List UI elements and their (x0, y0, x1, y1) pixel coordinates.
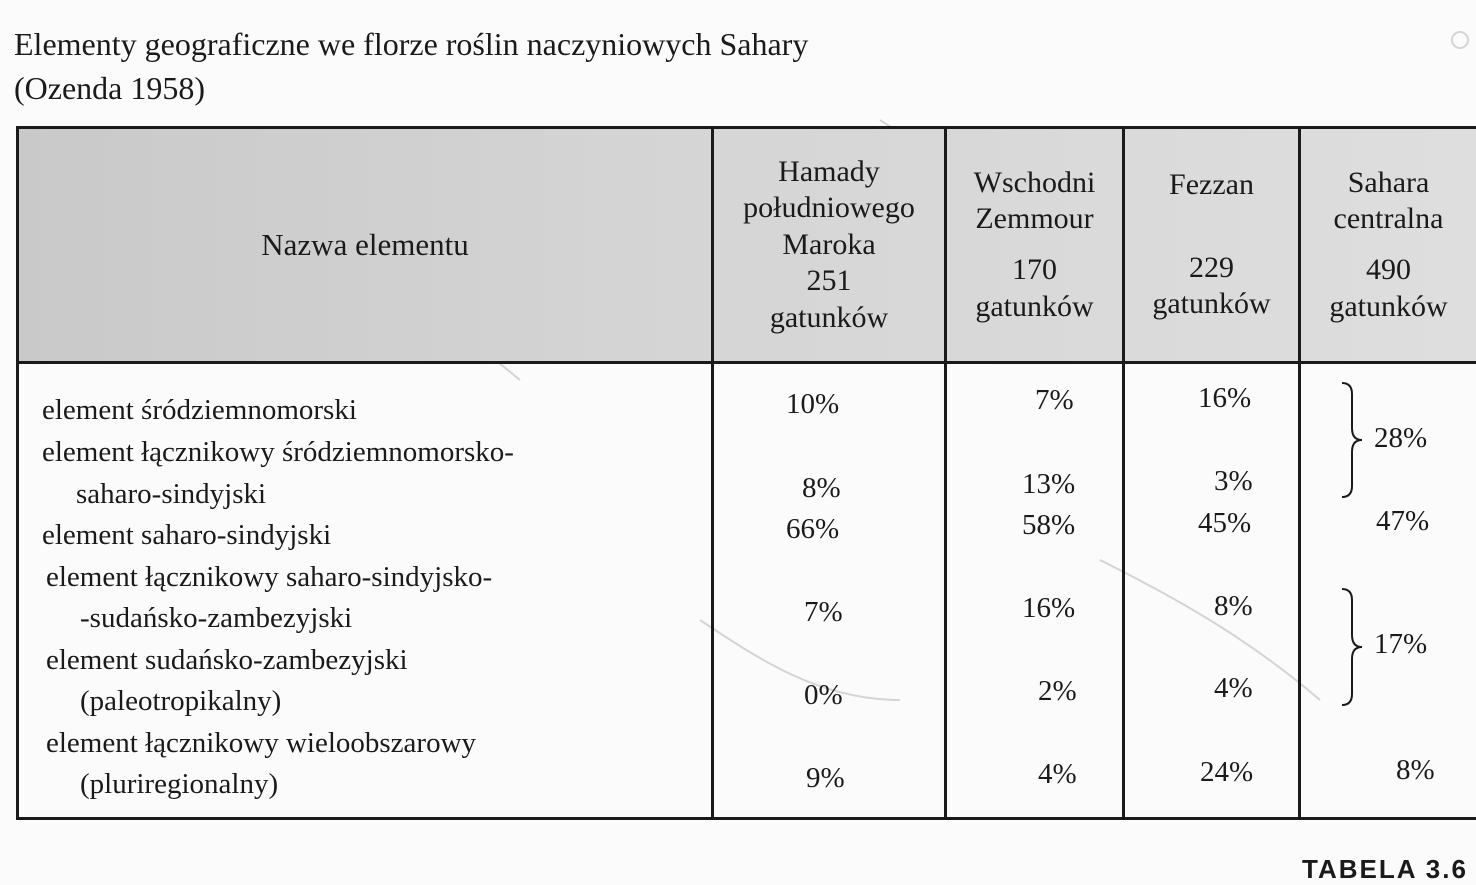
header-region-sahara-centralna (1301, 129, 1476, 361)
header-region-zemmour (947, 129, 1122, 361)
row-label: element śródziemnomorski (42, 394, 357, 426)
region-species-count: 170 (1012, 253, 1057, 286)
value-cell: 4% (1038, 758, 1077, 790)
row-label: element saharo-sindyjski (42, 519, 332, 551)
row-label: element łącznikowy wieloobszarowy (46, 727, 477, 759)
row-label-continuation: (paleotropikalny) (80, 685, 282, 717)
row-label: element łącznikowy saharo-sindyjsko- (46, 561, 493, 593)
region-name-line: Hamady (778, 154, 880, 188)
value-cell: 3% (1214, 465, 1253, 497)
region-name-line: południowego (743, 191, 915, 225)
region-species-count: 251 (806, 264, 852, 298)
region-species-count: 229 (1189, 250, 1234, 284)
region-name-line: Maroka (782, 227, 876, 261)
row-label-continuation: -sudańsko-zambezyjski (80, 602, 353, 634)
value-cell: 47% (1376, 505, 1430, 537)
region-species-count: 490 (1366, 253, 1411, 286)
row-label: element sudańsko-zambezyjski (46, 644, 408, 676)
value-cell: 24% (1200, 756, 1254, 788)
brace-group-17 (1338, 586, 1368, 708)
region-species-unit: gatunków (1329, 289, 1448, 323)
header-divider (16, 361, 1476, 364)
value-cell: 58% (1022, 509, 1076, 541)
species-elements-table (16, 126, 1476, 820)
region-name-line: Sahara (1347, 165, 1430, 199)
table-number-label: TABELA 3.6 (1302, 854, 1468, 884)
value-cell: 7% (804, 596, 843, 628)
region-name-line: Zemmour (975, 202, 1094, 236)
region-name-line: centralna (1333, 202, 1444, 236)
value-cell: 0% (804, 679, 843, 711)
region-species-unit: gatunków (769, 300, 889, 334)
value-cell: 10% (786, 388, 840, 420)
region-name-line: Wschodni (973, 165, 1096, 199)
table-caption-source: (Ozenda 1958) (14, 70, 206, 106)
row-label: element łącznikowy śródziemnomorsko- (42, 436, 514, 468)
header-element-name: Nazwa elementu (261, 227, 469, 262)
value-cell: 16% (1198, 382, 1252, 414)
value-cell: 8% (1396, 754, 1435, 786)
value-cell: 2% (1038, 675, 1077, 707)
value-cell-grouped: 17% (1374, 628, 1428, 660)
brace-group-28 (1338, 380, 1368, 500)
value-cell: 7% (1035, 384, 1074, 416)
region-species-unit: gatunków (1152, 287, 1271, 321)
value-cell: 16% (1022, 592, 1076, 624)
row-label-continuation: saharo-sindyjski (76, 478, 267, 510)
region-name-line: Fezzan (1169, 168, 1254, 202)
table-caption-title: Elementy geograficzne we florze roślin naczyniowych Sahary (14, 26, 809, 62)
region-species-unit: gatunków (975, 289, 1094, 323)
value-cell: 13% (1022, 468, 1076, 500)
value-cell: 9% (806, 762, 845, 794)
row-label-continuation: (pluriregionalny) (80, 768, 279, 800)
header-region-hamady (714, 129, 944, 361)
value-cell: 4% (1214, 672, 1253, 704)
value-cell: 45% (1198, 507, 1252, 539)
header-region-fezzan (1125, 129, 1298, 361)
value-cell: 8% (1214, 590, 1253, 622)
value-cell-grouped: 28% (1374, 422, 1428, 454)
value-cell: 8% (802, 472, 841, 504)
value-cell: 66% (786, 513, 840, 545)
